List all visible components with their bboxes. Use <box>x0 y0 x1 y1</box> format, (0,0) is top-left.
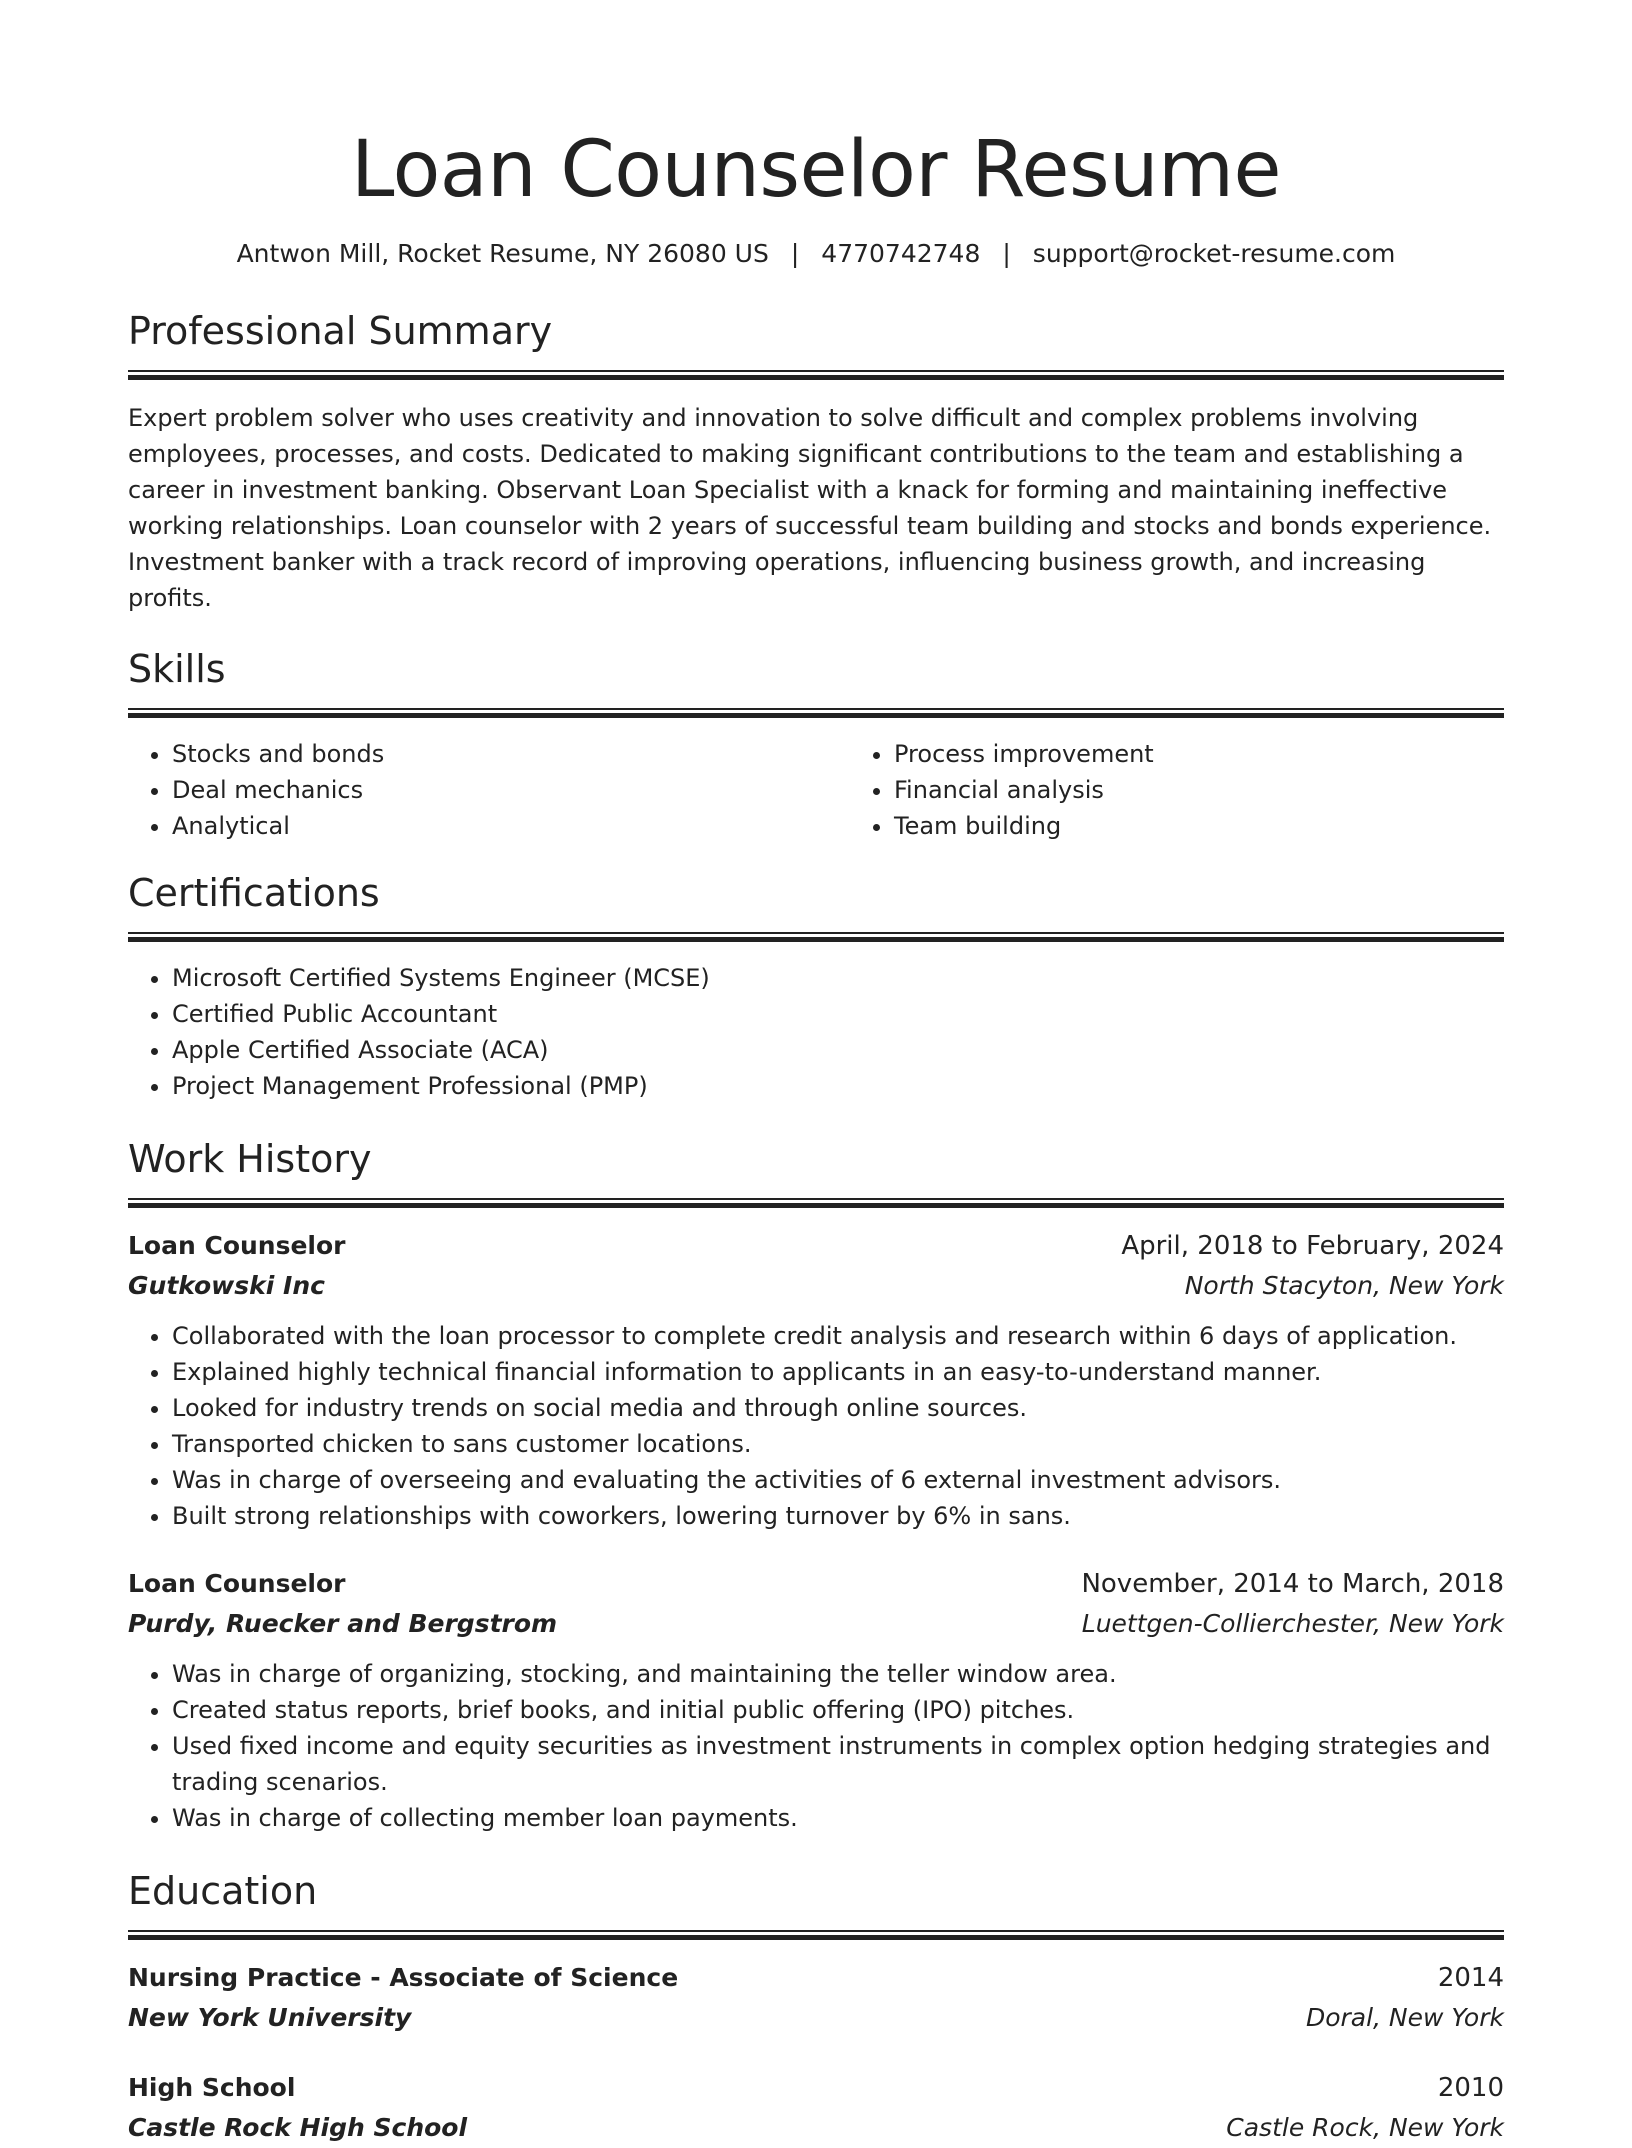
education-header-row <box>128 2068 1504 2108</box>
contact-separator: | <box>790 239 800 268</box>
education-degree: High School <box>128 2073 296 2102</box>
education-school-row <box>128 1998 1504 2038</box>
contact-phone: 4770742748 <box>821 239 981 268</box>
job-entry <box>128 1564 1504 1836</box>
job-entry <box>128 1226 1504 1534</box>
certification-item: • Project Management Professional (PMP) <box>172 1068 1504 1104</box>
certification-item: • Microsoft Certified Systems Engineer (MCSE) <box>172 960 1504 996</box>
job-dates: November, 2014 to March, 2018 <box>1081 1569 1504 1599</box>
education-entry <box>128 1958 1504 2038</box>
contact-line <box>128 236 1504 272</box>
skills-grid <box>128 736 1504 844</box>
certifications-heading: Certifications <box>128 871 380 915</box>
job-bullet: • Created status reports, brief books, and initial public offering (IPO) pitches. <box>172 1692 1504 1728</box>
job-bullet: • Was in charge of organizing, stocking, and maintaining the teller window area. <box>172 1656 1504 1692</box>
contact-address: Antwon Mill, Rocket Resume, NY 26080 US <box>236 239 769 268</box>
skill-item: • Stocks and bonds <box>172 736 850 772</box>
job-company: Gutkowski Inc <box>128 1271 325 1300</box>
section-divider <box>128 932 1504 942</box>
skill-item: • Deal mechanics <box>172 772 850 808</box>
summary-text: Expert problem solver who uses creativity and innovation to solve difficult and complex problems involving employees, processes, and costs. Dedicated to making significant contributions to the team and establishing a career in investment banking. Observant Loan Specialist with a knack for forming and maintaining ineffective working relationships. Loan counselor with 2 years of successful team building and stocks and bonds experience. Investment banker with a track record of improving operations, influencing business growth, and increasing profits. <box>128 404 1492 612</box>
education-year: 2014 <box>1437 1963 1504 1993</box>
contact-separator: | <box>1002 239 1011 268</box>
job-location: Luettgen-Collierchester, New York <box>1081 1609 1504 1638</box>
skills-heading: Skills <box>128 647 226 691</box>
education-location: Doral, New York <box>1305 2003 1504 2032</box>
education-entry <box>128 2068 1504 2148</box>
job-header-row <box>128 1564 1504 1604</box>
education-heading: Education <box>128 1869 318 1913</box>
education-school-row <box>128 2108 1504 2148</box>
education-school: New York University <box>128 2003 412 2032</box>
skill-item: • Analytical <box>172 808 850 844</box>
job-bullet: • Transported chicken to sans customer locations. <box>172 1426 1504 1462</box>
job-bullet: • Was in charge of collecting member loan payments. <box>172 1800 1504 1836</box>
job-location: North Stacyton, New York <box>1184 1271 1504 1300</box>
job-bullet: • Explained highly technical financial information to applicants in an easy-to-understand manner. <box>172 1354 1504 1390</box>
job-bullet: • Was in charge of overseeing and evaluating the activities of 6 external investment advisors. <box>172 1462 1504 1498</box>
job-company-row <box>128 1604 1504 1644</box>
skill-item: • Team building <box>894 808 1572 844</box>
skill-item: • Process improvement <box>894 736 1572 772</box>
work-heading: Work History <box>128 1137 372 1181</box>
section-divider <box>128 1198 1504 1208</box>
education-degree: Nursing Practice - Associate of Science <box>128 1963 679 1992</box>
section-divider <box>128 1930 1504 1940</box>
job-company: Purdy, Ruecker and Bergstrom <box>128 1609 558 1638</box>
job-header-row <box>128 1226 1504 1266</box>
job-dates: April, 2018 to February, 2024 <box>1121 1231 1504 1261</box>
section-divider <box>128 370 1504 380</box>
summary-heading: Professional Summary <box>128 309 553 353</box>
resume-page <box>128 0 1504 2148</box>
contact-email: support@rocket-resume.com <box>1032 239 1396 268</box>
certification-item: • Certified Public Accountant <box>172 996 1504 1032</box>
job-bullets <box>128 1318 1504 1534</box>
certifications-list <box>128 960 1504 1104</box>
skills-list-left <box>128 736 850 844</box>
resume-title: Loan Counselor Resume <box>351 125 1281 215</box>
section-divider <box>128 708 1504 718</box>
skills-list-right <box>850 736 1572 844</box>
job-bullet: • Used fixed income and equity securities as investment instruments in complex option hedging strategies and trading scenarios. <box>172 1728 1504 1800</box>
job-title: Loan Counselor <box>128 1569 346 1598</box>
job-title: Loan Counselor <box>128 1231 346 1260</box>
education-location: Castle Rock, New York <box>1226 2113 1504 2142</box>
job-bullets <box>128 1656 1504 1836</box>
job-bullet: • Collaborated with the loan processor to complete credit analysis and research within 6 days of application. <box>172 1318 1504 1354</box>
education-header-row <box>128 1958 1504 1998</box>
skill-item: • Financial analysis <box>894 772 1572 808</box>
certification-item: • Apple Certified Associate (ACA) <box>172 1032 1504 1068</box>
education-year: 2010 <box>1437 2073 1504 2103</box>
job-company-row <box>128 1266 1504 1306</box>
job-bullet: • Looked for industry trends on social media and through online sources. <box>172 1390 1504 1426</box>
job-bullet: • Built strong relationships with coworkers, lowering turnover by 6% in sans. <box>172 1498 1504 1534</box>
education-school: Castle Rock High School <box>128 2113 468 2142</box>
